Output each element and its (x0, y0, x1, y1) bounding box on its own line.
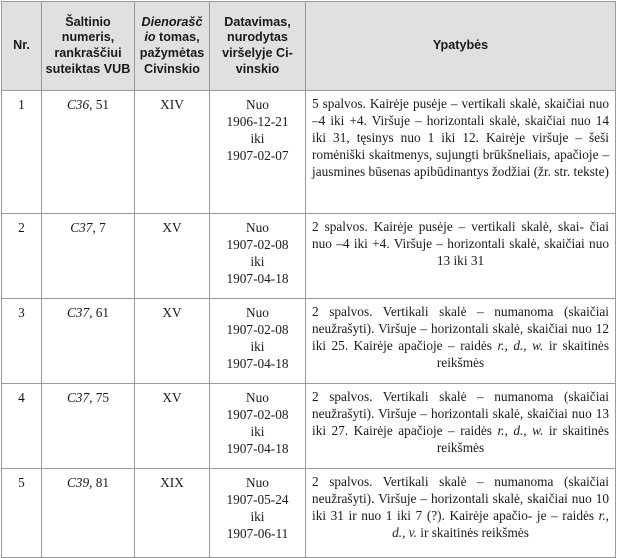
features-sep: , (402, 525, 409, 540)
date-to-label: iki (250, 509, 265, 524)
source-page: , 61 (89, 305, 110, 320)
date-start: 1907-02-08 (226, 407, 289, 422)
features-text: 2 spalvos. Vertikali skalė – numanoma (skaičiai neužrašyti). Viršuje – horizontali skalė, skaičiai nuo 10 iki 31 ir nuo 1 iki 7 (?). Kairėje apačio- je – raidės (312, 474, 609, 523)
cell-nr: 4 (2, 384, 42, 469)
cell-features (306, 384, 616, 469)
cell-nr: 3 (2, 299, 42, 384)
header-row (2, 2, 616, 91)
date-start: 1907-02-08 (226, 237, 289, 252)
features-tail: ir skaitinės reikšmės (436, 338, 609, 370)
features-sep: , (523, 423, 533, 438)
source-code: C37 (66, 305, 90, 320)
cell-source (42, 469, 135, 558)
letter-r: r. (598, 508, 606, 523)
date-end: 1907-04-18 (226, 356, 289, 371)
source-code: C36 (66, 97, 90, 112)
source-page: , 51 (89, 97, 110, 112)
date-from-label: Nuo (246, 390, 269, 405)
cell-source (42, 384, 135, 469)
date-end: 1907-04-18 (226, 271, 289, 286)
cell-dating (210, 384, 306, 469)
date-start: 1907-05-24 (226, 492, 289, 507)
cell-features: 5 spalvos. Kairėje pusėje – vertikali skalė, skaičiai nuo –4 iki +4. Viršuje – horizontali skalė, skaičiai nuo 14 iki 31, tęsinys nuo 1 iki 12. Kairėje viršuje – šeši romėniški skaitmenys, sujungti brūkšneliais, apačioje – jausmines būsenas apibūdinantys žodžiai (žr. str. tekste) (306, 91, 616, 214)
header-volume-italic: Dienorašč (141, 14, 203, 29)
cell-dating (210, 299, 306, 384)
features-text: 2 spalvos. Vertikali skalė – numanoma (skaičiai neužrašyti). Viršuje – horizontali skalė, skaičiai nuo 13 iki 27. Kairėje apačioje – raidės (312, 389, 609, 438)
features-sep: , (605, 508, 609, 523)
source-code: C37 (70, 220, 93, 235)
date-to-label: iki (250, 424, 265, 439)
date-end: 1907-06-11 (226, 526, 289, 541)
date-from-label: Nuo (246, 475, 269, 490)
table-row (2, 299, 616, 384)
source-page: , 81 (89, 475, 110, 490)
date-start: 1907-02-08 (226, 322, 289, 337)
date-to-label: iki (250, 339, 265, 354)
letter-w: v. (408, 525, 417, 540)
letter-w: w. (532, 338, 544, 353)
header-volume-rest: tomas, pažymėtas Civinskio (139, 30, 205, 76)
cell-features: 2 spalvos. Kairėje pusėje – vertikali skalė, skai- čiai nuo –4 iki +4. Viršuje – horizontali skalė, skaičiai nuo 13 iki 31 (306, 214, 616, 299)
features-sep: , (504, 423, 514, 438)
features-tail: ir skaitinės reikšmės (416, 525, 529, 540)
source-code: C37 (66, 390, 90, 405)
letter-r: r. (497, 338, 505, 353)
cell-volume: XIV (135, 91, 210, 214)
cell-volume: XIX (135, 469, 210, 558)
table-row (2, 91, 616, 214)
cell-volume: XV (135, 214, 210, 299)
letter-d: d. (513, 423, 524, 438)
cell-nr: 5 (2, 469, 42, 558)
date-from-label: Nuo (246, 220, 269, 235)
cell-source (42, 299, 135, 384)
header-features: Ypatybės (306, 2, 616, 91)
source-code: C39 (66, 475, 90, 490)
letter-r: r. (497, 423, 505, 438)
header-dating: Datavimas, nurodytas viršelyje Ci- vinskio (210, 2, 306, 91)
cell-volume: XV (135, 299, 210, 384)
header-volume (135, 2, 210, 91)
source-page: , 7 (92, 220, 106, 235)
cell-features (306, 469, 616, 558)
date-to-label: iki (250, 131, 265, 146)
cell-source (42, 214, 135, 299)
cell-dating (210, 214, 306, 299)
cell-nr: 2 (2, 214, 42, 299)
date-start: 1906-12-21 (226, 114, 289, 129)
letter-d: d. (513, 338, 524, 353)
sources-table (1, 1, 616, 558)
cell-dating (210, 91, 306, 214)
table-row (2, 214, 616, 299)
source-page: , 75 (89, 390, 110, 405)
date-to-label: iki (250, 254, 265, 269)
cell-source (42, 91, 135, 214)
date-from-label: Nuo (246, 97, 269, 112)
header-volume-italic-2: io (144, 30, 156, 45)
cell-features (306, 299, 616, 384)
date-end: 1907-04-18 (226, 441, 289, 456)
date-end: 1907-02-07 (226, 148, 289, 163)
cell-dating (210, 469, 306, 558)
features-sep: , (523, 338, 533, 353)
letter-w: w. (532, 423, 544, 438)
letter-d: d. (392, 525, 403, 540)
features-tail: ir skaitinės reikšmės (436, 423, 609, 455)
features-sep: , (504, 338, 514, 353)
table-row (2, 384, 616, 469)
cell-volume: XV (135, 384, 210, 469)
table-row (2, 469, 616, 558)
features-text: 2 spalvos. Vertikali skalė – numanoma (skaičiai neužrašyti). Viršuje – horizontali skalė, skaičiai nuo 12 iki 25. Kairėje apačioje – raidės (312, 304, 609, 353)
cell-nr: 1 (2, 91, 42, 214)
date-from-label: Nuo (246, 305, 269, 320)
header-nr: Nr. (2, 2, 42, 91)
header-source: Šaltinio numeris, rankraščiui suteiktas VUB (42, 2, 135, 91)
